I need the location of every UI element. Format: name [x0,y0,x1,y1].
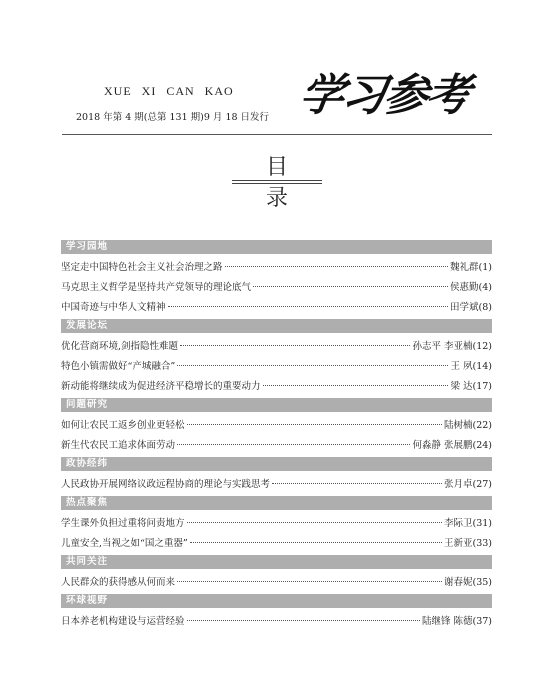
toc-title-rule [232,183,322,184]
masthead [76,84,286,123]
toc-entry[interactable] [61,476,492,493]
issue-info: 2018 年第 4 期(总第 131 期)9 月 18 日发行 [76,112,270,123]
toc-entry[interactable] [61,574,492,591]
leader-dots [187,424,442,425]
entry-author-page: 田学斌(8) [450,302,492,313]
entry-author-page: 侯惠勤(4) [450,282,492,293]
leader-dots [168,306,449,307]
entry-title: 新动能将继续成为促进经济平稳增长的重要动力 [61,381,261,392]
section-heading: 问题研究 [61,398,492,412]
leader-dots [180,345,410,346]
toc-entry[interactable] [61,299,492,316]
toc-entry[interactable] [61,515,492,532]
entry-title: 儿童安全,当视之如“国之重器” [61,538,188,549]
entry-author-page: 梁 达(17) [450,381,492,392]
journal-logo: 学习参考 [296,70,472,121]
leader-dots [177,581,442,582]
leader-dots [263,385,449,386]
pinyin-title: XUE XI CAN KAO [104,84,234,98]
entry-title: 坚定走中国特色社会主义社会治理之路 [61,262,223,273]
entry-author-page: 王新亚(33) [443,538,492,549]
leader-dots [225,266,449,267]
entry-author-page: 李际卫(31) [443,518,492,529]
table-of-contents [61,240,492,633]
toc-entry[interactable] [61,417,492,434]
leader-dots [187,620,420,621]
toc-title-rule [232,180,322,181]
entry-title: 人民群众的获得感从何而来 [61,577,176,588]
section-heading: 环球视野 [61,594,492,608]
section-heading: 发展论坛 [61,319,492,333]
header-rule [62,134,492,135]
entry-title: 特色小镇需做好“产城融合” [61,361,176,372]
leader-dots [177,444,410,445]
section-heading: 学习园地 [61,240,492,254]
entry-author-page: 王 夙(14) [450,361,492,372]
entry-author-page: 魏礼群(1) [450,262,492,273]
toc-entry[interactable] [61,378,492,395]
toc-entry[interactable] [61,358,492,375]
leader-dots [253,286,448,287]
entry-title: 日本养老机构建设与运营经验 [61,616,185,627]
entry-author-page: 谢春妮(35) [443,577,492,588]
entry-author-page: 张月卓(27) [443,479,492,490]
section-heading: 政协经纬 [61,457,492,471]
section-heading: 热点聚焦 [61,496,492,510]
toc-entry[interactable] [61,535,492,552]
toc-entry[interactable] [61,259,492,276]
section-heading: 共同关注 [61,555,492,569]
leader-dots [190,542,442,543]
entry-title: 新生代农民工追求体面劳动 [61,440,176,451]
toc-entry[interactable] [61,437,492,454]
entry-title: 中国奇迹与中华人文精神 [61,302,166,313]
entry-author-page: 何淼静 张展鹏(24) [412,440,492,451]
entry-title: 马克思主义哲学是坚持共产党领导的理论底气 [61,282,252,293]
entry-author-page: 陆继锋 陈德(37) [421,616,492,627]
toc-entry[interactable] [61,338,492,355]
leader-dots [272,483,442,484]
leader-dots [187,522,442,523]
leader-dots [177,365,448,366]
toc-title: 目 录 [265,155,302,211]
entry-author-page: 陆树楠(22) [443,420,492,431]
entry-title: 优化营商环境,剑指隐性难题 [61,341,179,352]
entry-author-page: 孙志平 李亚楠(12) [412,341,492,352]
toc-entry[interactable] [61,279,492,296]
entry-title: 学生课外负担过重将问责地方 [61,518,185,529]
entry-title: 人民政协开展网络议政远程协商的理论与实践思考 [61,479,271,490]
entry-title: 如何让农民工返乡创业更轻松 [61,420,185,431]
toc-entry[interactable] [61,613,492,630]
